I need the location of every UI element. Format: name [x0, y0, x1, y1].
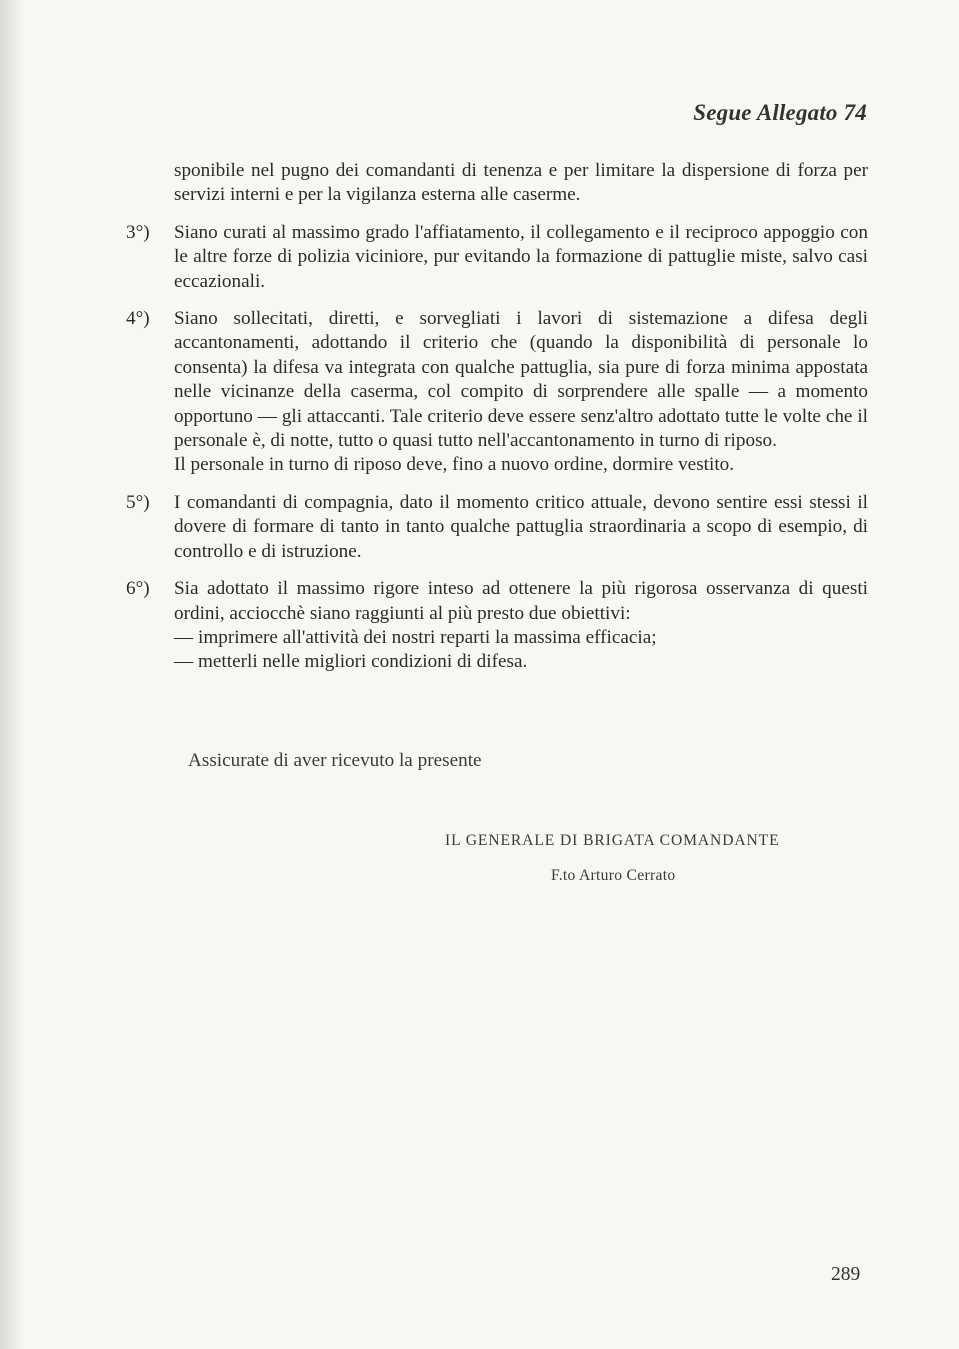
item-number: 3°)	[126, 221, 150, 243]
continuation-paragraph: sponibile nel pugno dei comandanti di tenenza e per limitare la dispersione di forza per servizi interni e per la vigilanza esterna alle caserme.	[174, 160, 868, 206]
signature-title: IL GENERALE DI BRIGATA COMANDANTE	[445, 832, 780, 849]
item-text: I comandanti di compagnia, dato il momento critico attuale, devono sentire essi stessi il dovere di formare di tanto in tanto qualche pattuglia straordinaria a scopo di esempio, di controllo e di istruzione.	[174, 491, 868, 562]
list-item-3	[126, 221, 868, 294]
list-item-5	[126, 491, 868, 564]
signature-name: F.to Arturo Cerrato	[551, 867, 676, 884]
list-item-4	[126, 307, 868, 478]
page-number: 289	[831, 1264, 861, 1285]
item-number: 5°)	[126, 491, 150, 513]
item-text: Siano sollecitati, diretti, e sorvegliati i lavori di sistemazione a difesa degli accantonamenti, adottando il criterio che (quando la disponibilità di personale lo consenta) la difesa va integrata con qualche pattuglia, sia pure di forza minima appostata nelle vicinanze della caserma, col compito di sorprendere alle spalle — a momento opportuno — gli attaccanti. Tale criterio deve essere senz'altro adottato tutte le volte che il personale è, di notte, tutto o quasi tutto nell'accantonamento in turno di riposo.	[174, 308, 868, 452]
item-text: Siano curati al massimo grado l'affiatamento, il collegamento e il reciproco appoggio con le altre forze di polizia viciniore, pur evitando la formazione di pattuglie miste, salvo casi eccazionali.	[174, 221, 868, 292]
dash-bullet: — imprimere all'attività dei nostri reparti la massima efficacia;	[174, 626, 657, 648]
running-header: Segue Allegato 74	[693, 100, 867, 125]
item-text: Sia adottato il massimo rigore inteso ad ottenere la più rigorosa osservanza di questi ordini, acciocchè siano raggiunti al più presto due obiettivi:	[174, 578, 868, 624]
list-item-6	[126, 577, 868, 675]
item-number: 6°)	[126, 578, 150, 600]
dash-bullet: — metterli nelle migliori condizioni di difesa.	[174, 651, 528, 673]
item-number: 4°)	[126, 308, 150, 330]
item-extra-line: Il personale in turno di riposo deve, fino a nuovo ordine, dormire vestito.	[174, 454, 735, 476]
document-body	[126, 159, 868, 675]
closing-line: Assicurate di aver ricevuto la presente	[188, 750, 482, 771]
